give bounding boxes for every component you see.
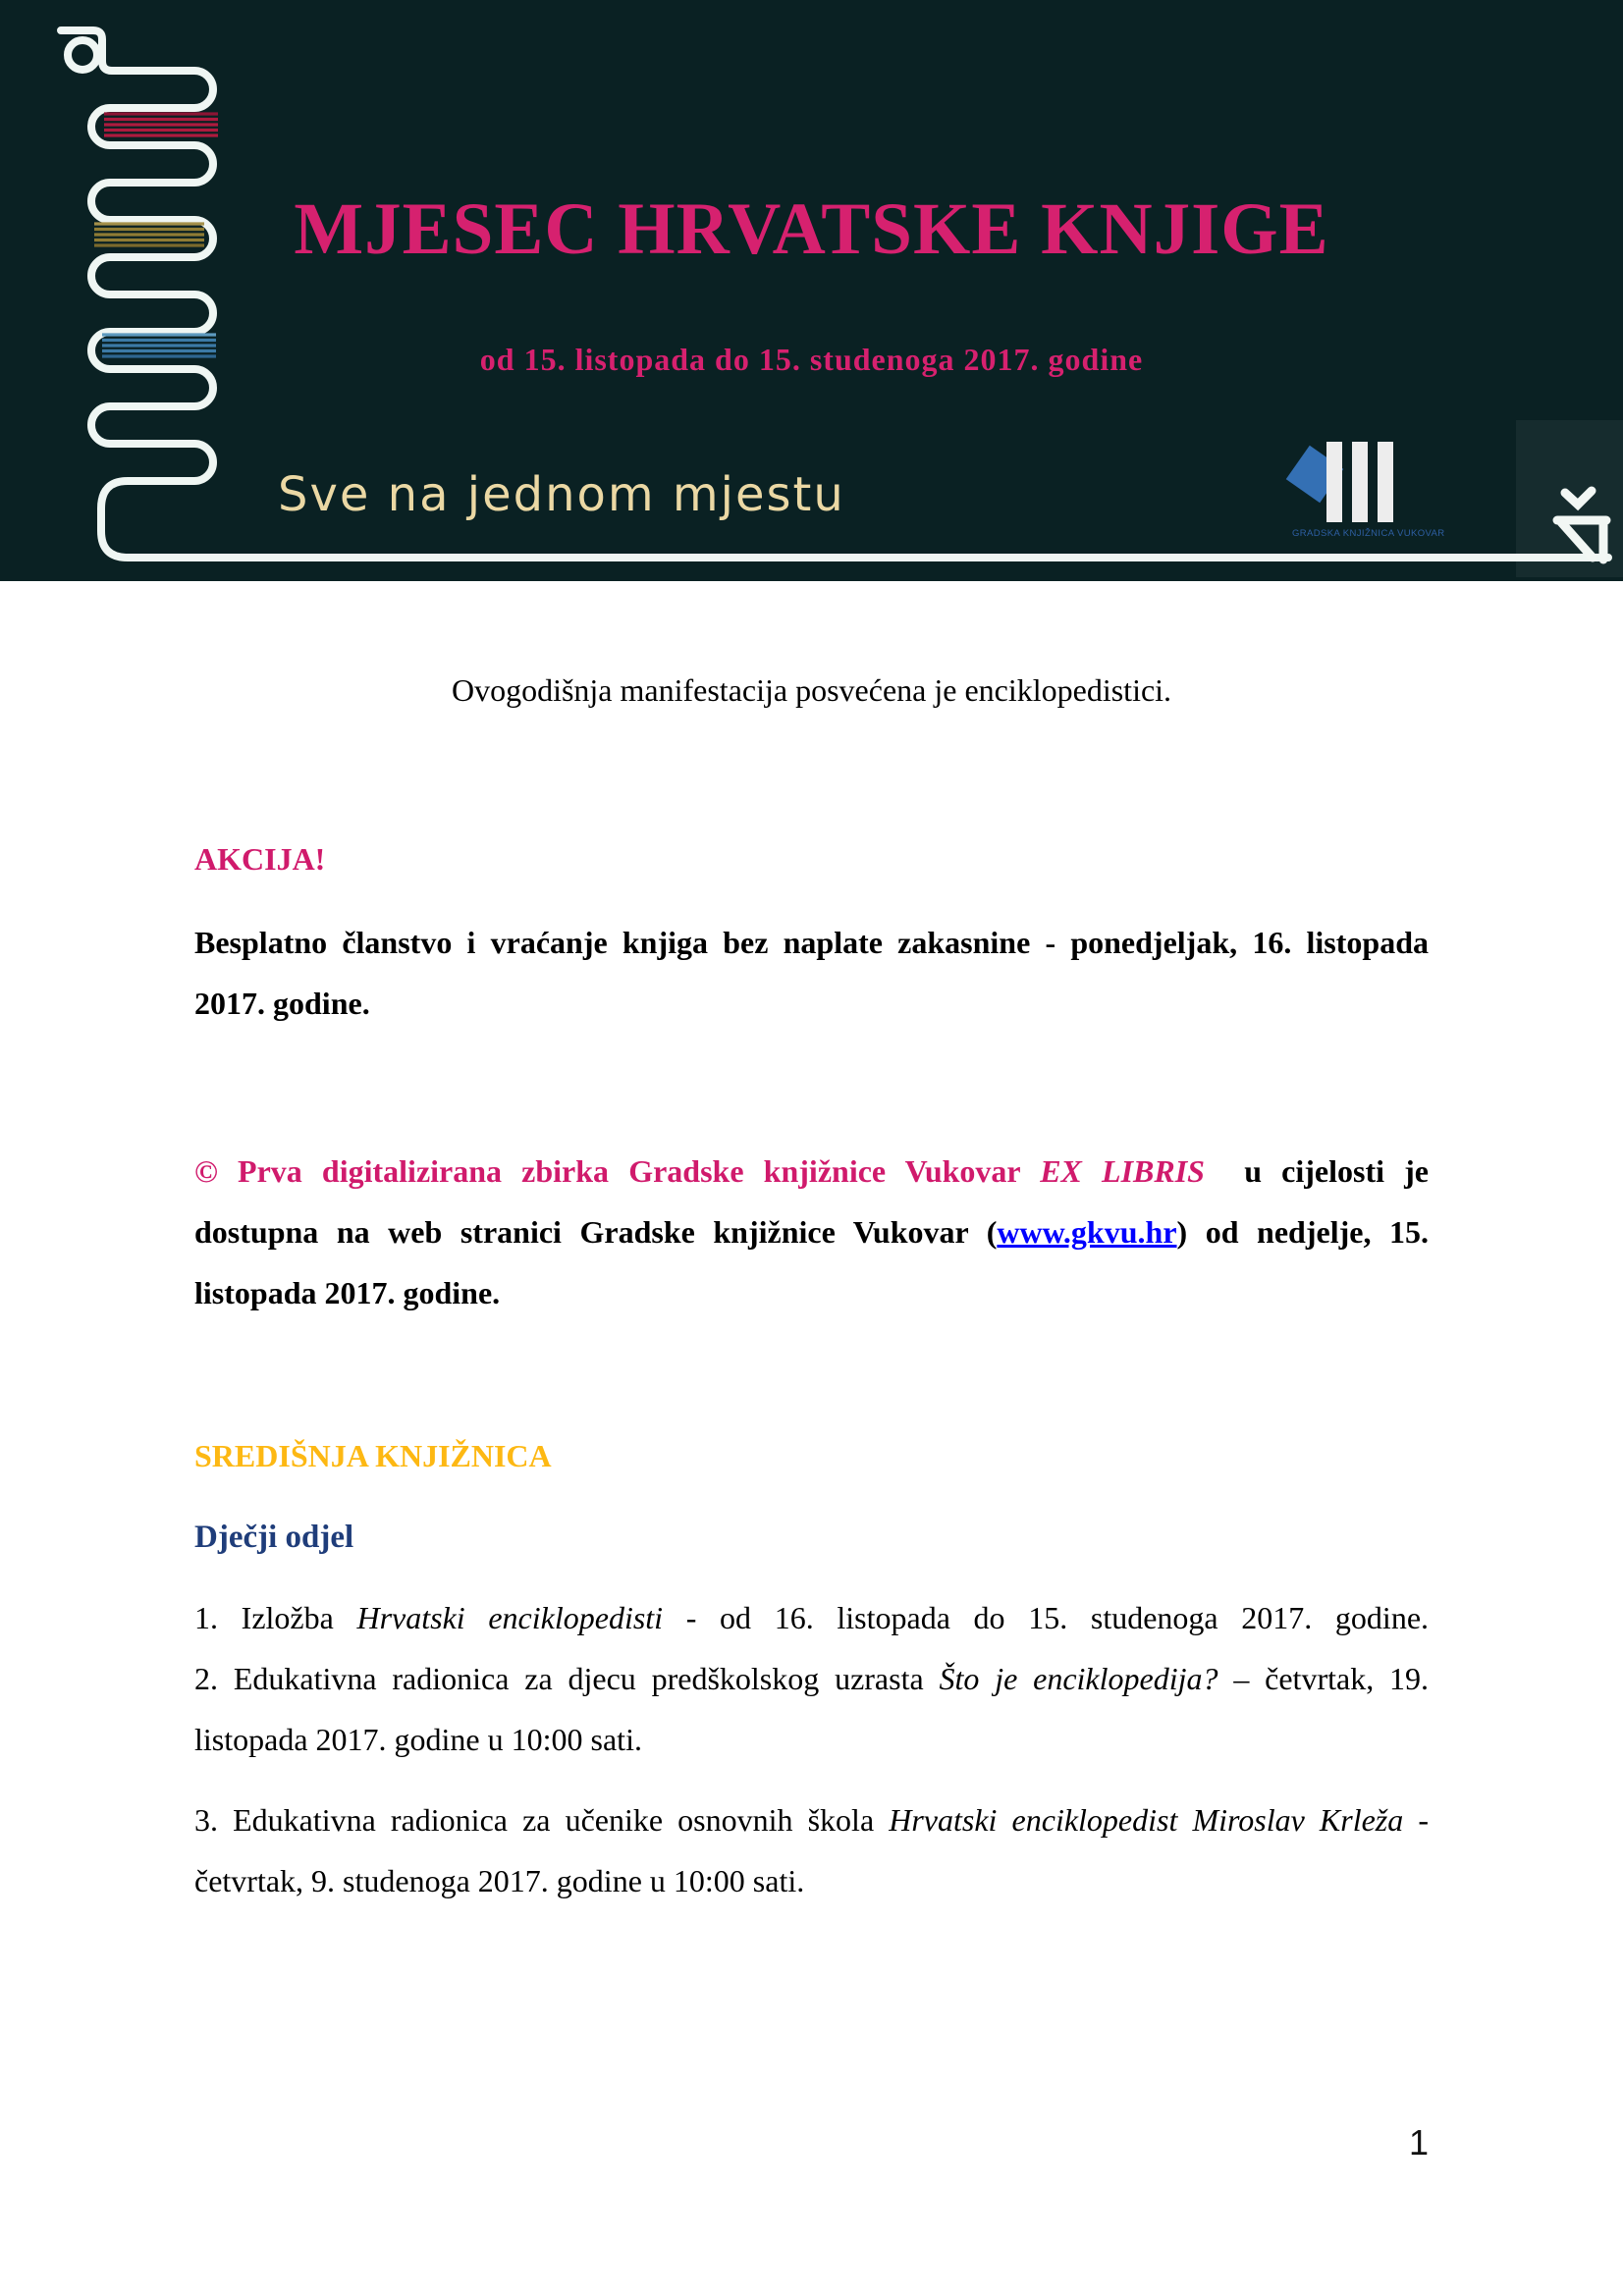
akcija-paragraph-line2: 2017. godine.: [194, 986, 370, 1021]
header-banner: [0, 0, 1623, 581]
exlibris-line2: [194, 1202, 1429, 1261]
item3-workshop-title: Hrvatski enciklopedist Miroslav Krleža: [889, 1802, 1404, 1838]
program-item-3-line2: četvrtak, 9. studenoga 2017. godine u 10:00 sati.: [194, 1863, 805, 1898]
item2-rest: – četvrtak, 19.: [1217, 1661, 1430, 1696]
item1-rest: - od 16. listopada do 15. studenoga 2017. godine.: [663, 1600, 1430, 1635]
gkvu-link[interactable]: www.gkvu.hr: [997, 1214, 1177, 1250]
logo-books-icon: [1326, 442, 1393, 522]
exlibris-black-text: u cijelosti je: [1204, 1153, 1430, 1189]
program-item-3-line1: [194, 1790, 1429, 1849]
exlibris-line2-before: dostupna na web stranici Gradske knjižnice Vukovar (: [194, 1214, 998, 1250]
children-dept-heading: Dječji odjel: [194, 1520, 354, 1555]
item3-rest: -: [1403, 1802, 1429, 1838]
item2-workshop-title: Što je enciklopedija?: [939, 1661, 1218, 1696]
exlibris-line2-after: ) od nedjelje, 15.: [1176, 1214, 1430, 1250]
banner-tagline: Sve na jednom mjestu: [278, 467, 845, 522]
item2-start: 2. Edukativna radionica za djecu predškolskog uzrasta: [194, 1661, 940, 1696]
program-item-1: [194, 1588, 1429, 1647]
program-item-2-line1: [194, 1649, 1429, 1708]
library-logo: [1292, 442, 1445, 546]
item1-start: 1. Izložba: [194, 1600, 357, 1635]
akcija-heading: AKCIJA!: [194, 841, 326, 877]
banner-subtitle: od 15. listopada do 15. studenoga 2017. godine: [479, 342, 1144, 377]
exlibris-line3: listopada 2017. godine.: [194, 1275, 501, 1310]
akcija-paragraph-line1: Besplatno članstvo i vraćanje knjiga bez naplate zakasnine - ponedjeljak, 16. listopada: [194, 925, 1429, 960]
exlibris-title-italic: EX LIBRIS: [1040, 1153, 1205, 1189]
item1-exhibit-title: Hrvatski enciklopedisti: [356, 1600, 664, 1635]
exlibris-line1: [194, 1142, 1429, 1201]
item3-start: 3. Edukativna radionica za učenike osnovnih škola: [194, 1802, 890, 1838]
central-library-heading: SREDIŠNJA KNJIŽNICA: [194, 1438, 552, 1473]
page-number: 1: [1408, 2122, 1429, 2163]
exlibris-pink-text: © Prva digitalizirana zbirka Gradske knjižnice Vukovar: [194, 1153, 1041, 1189]
library-logo-caption: GRADSKA KNJIŽNICA VUKOVAR: [1292, 528, 1445, 539]
intro-line: Ovogodišnja manifestacija posvećena je enciklopedistici.: [451, 672, 1172, 708]
red-books-icon: [104, 114, 218, 135]
program-item-2-line2: listopada 2017. godine u 10:00 sati.: [194, 1722, 642, 1757]
banner-title: MJESEC HRVATSKE KNJIGE: [294, 188, 1329, 270]
